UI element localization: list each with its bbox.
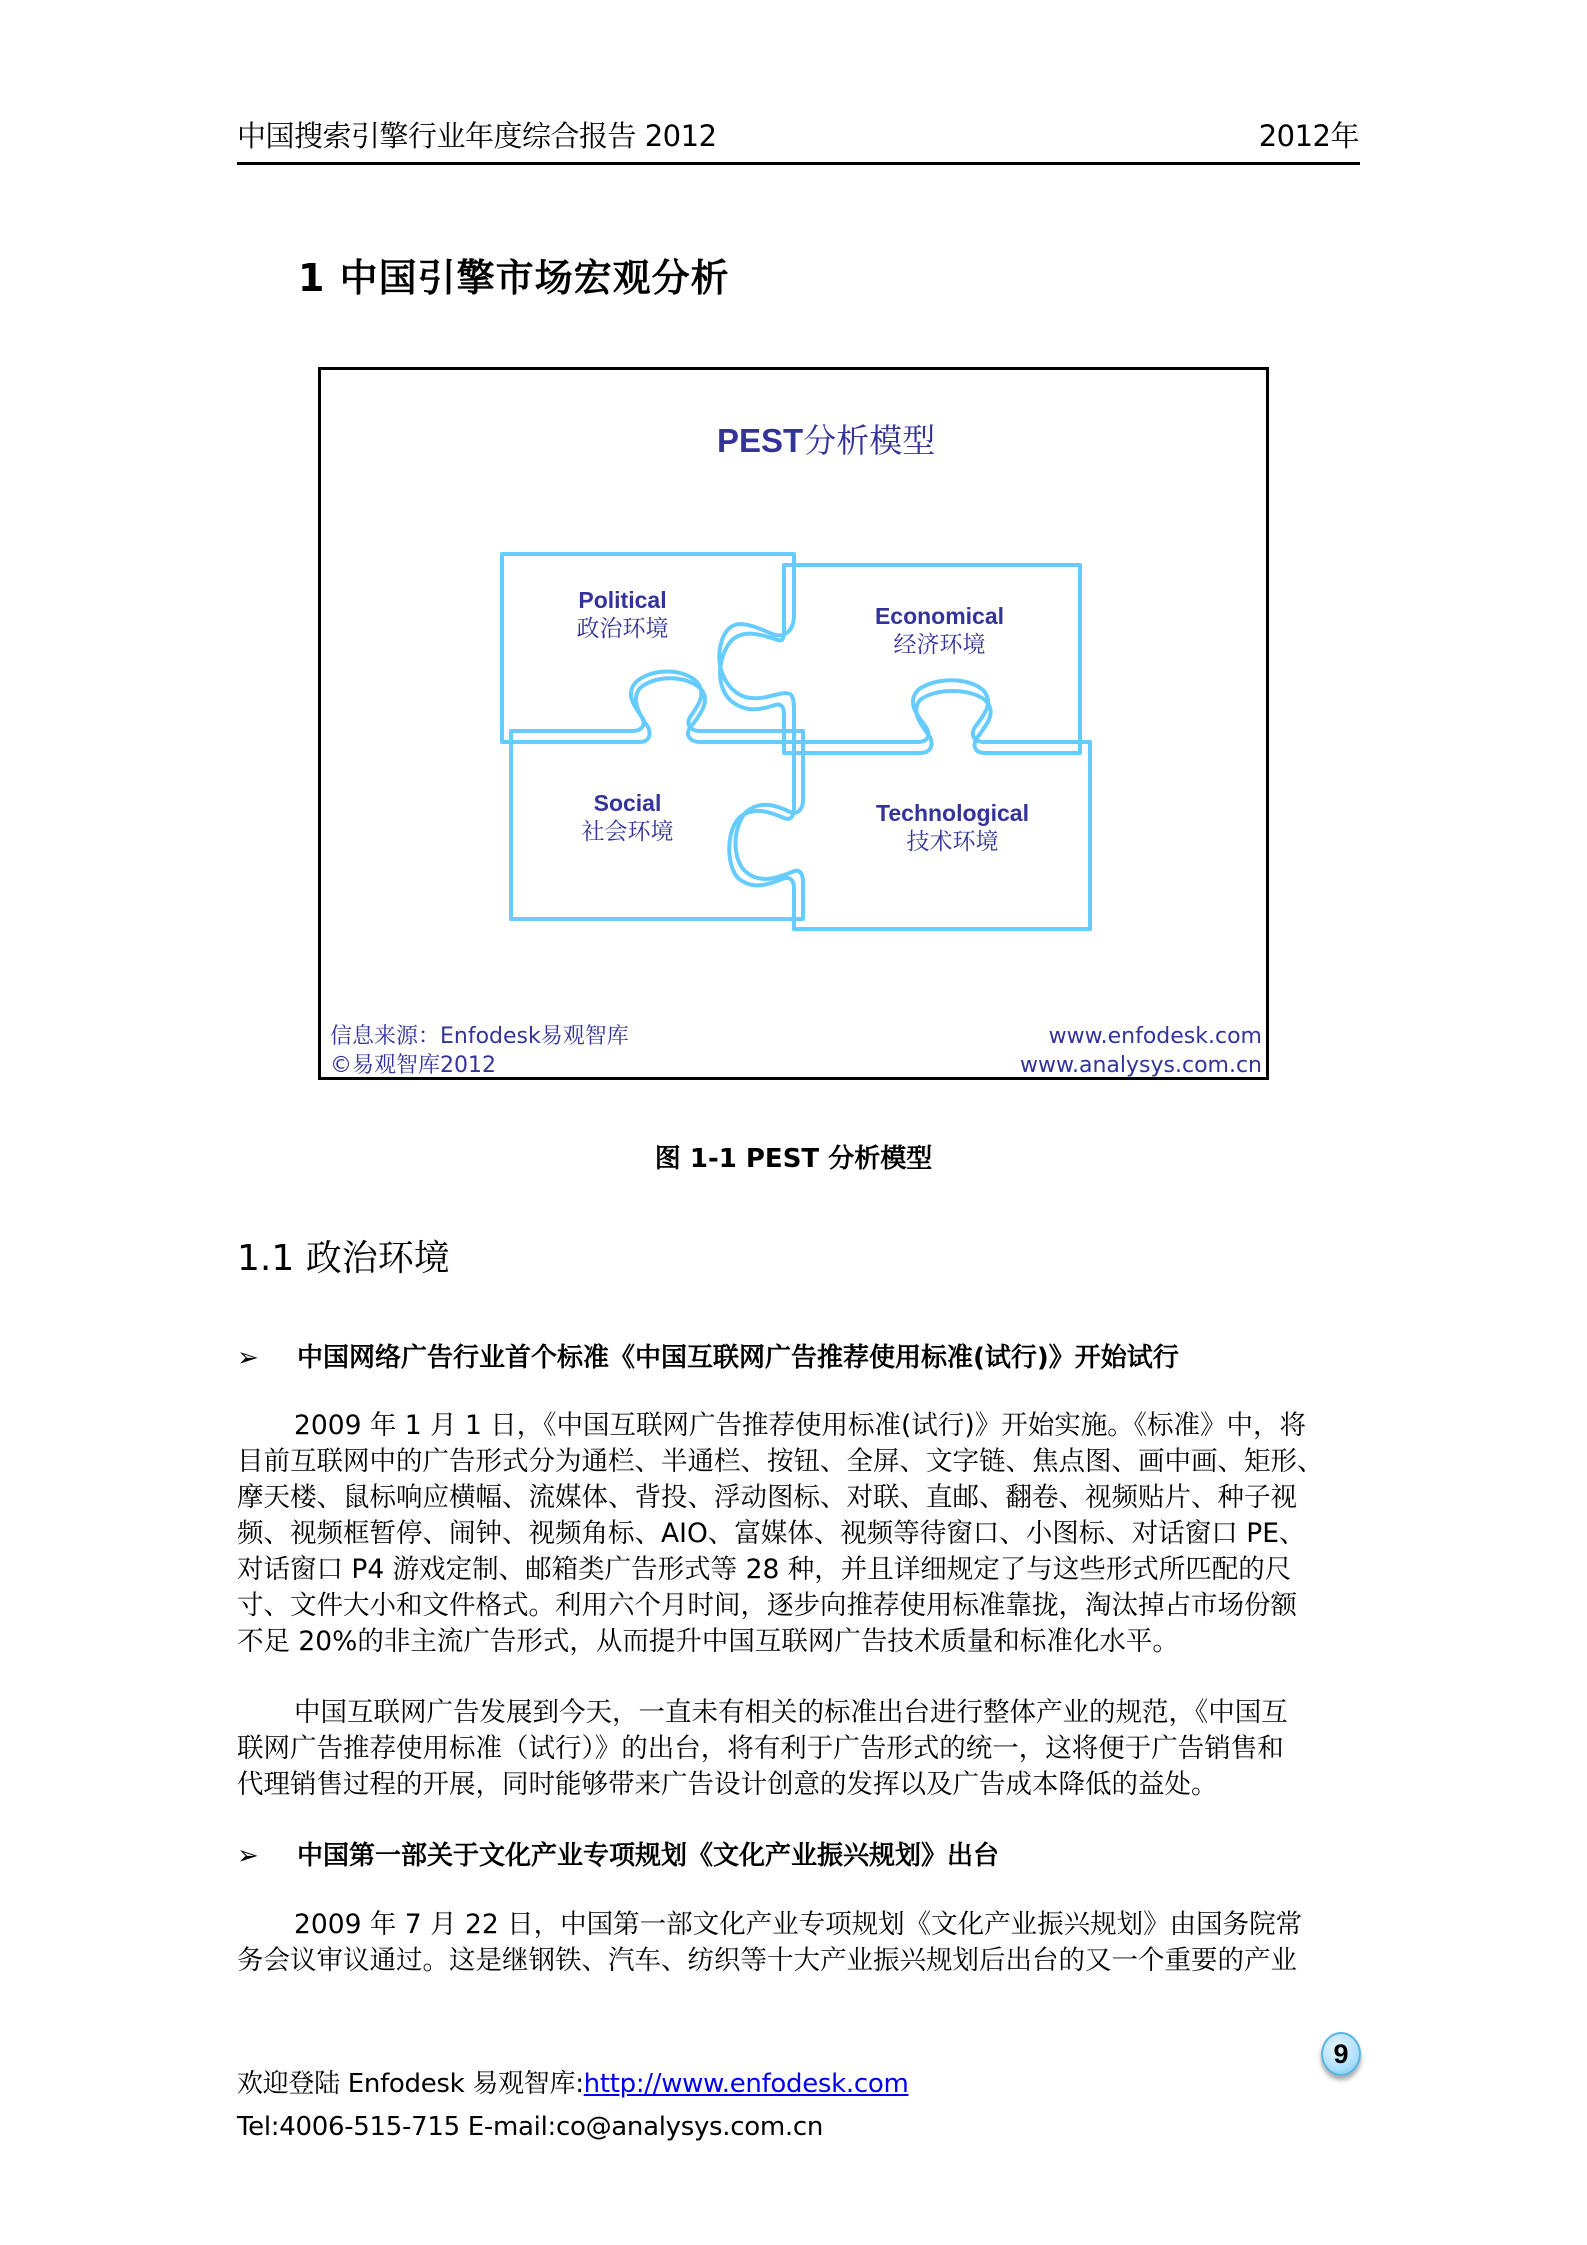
economical-label [862, 602, 1017, 660]
economical-label-en: Economical [874, 603, 1005, 629]
political-piece-outline [502, 554, 794, 742]
report-year: 2012年 [1258, 119, 1359, 153]
paragraph-ad-standard [237, 1408, 1360, 1660]
figure-title-en: PEST [717, 422, 804, 459]
bullet-text: 中国第一部关于文化产业专项规划《文化产业振兴规划》出台 [297, 1841, 1000, 1871]
footer-contact: Tel:4006-515-715 E-mail:co@analysys.com.cn [237, 2112, 824, 2142]
source-line: 信息来源：Enfodesk易观智库 [330, 1024, 629, 1049]
report-title: 中国搜索引擎行业年度综合报告 2012 [237, 119, 717, 153]
technological-label-en: Technological [876, 800, 1029, 826]
section-heading-1: 1 中国引擎市场宏观分析 [298, 256, 730, 300]
figure-urls [1020, 1022, 1262, 1080]
para-line: 对话窗口 P4 游戏定制、邮箱类广告形式等 28 种，并且详细规定了与这些形式所匹配的尺 [237, 1554, 1292, 1585]
page-number-badge: 9 [1321, 2032, 1361, 2076]
pest-puzzle-diagram [0, 0, 1587, 1100]
para-line: 2009 年 1 月 1 日，《中国互联网广告推荐使用标准(试行)》开始实施。《标准》中，将 [294, 1410, 1306, 1441]
political-label [540, 586, 705, 644]
bullet-text: 中国网络广告行业首个标准《中国互联网广告推荐使用标准(试行)》开始试行 [297, 1343, 1179, 1373]
paragraph-ad-standard-impact [237, 1695, 1360, 1803]
welcome-text: 欢迎登陆 Enfodesk 易观智库: [237, 2069, 584, 2099]
arrow-bullet-icon: ➢ [237, 1343, 259, 1373]
bullet-heading-culture-plan [237, 1838, 999, 1874]
para-line: 目前互联网中的广告形式分为通栏、半通栏、按钮、全屏、文字链、焦点图、画中画、矩形、 [237, 1446, 1324, 1477]
political-label-en: Political [578, 587, 667, 613]
para-line: 联网广告推荐使用标准（试行）》的出台，将有利于广告形式的统一，这将便于广告销售和 [237, 1733, 1284, 1764]
social-label [555, 789, 700, 847]
para-line: 摩天楼、鼠标响应横幅、流媒体、背投、浮动图标、对联、直邮、翻卷、视频贴片、种子视 [237, 1482, 1297, 1513]
para-line: 代理销售过程的开展，同时能够带来广告设计创意的发挥以及广告成本降低的益处。 [237, 1769, 1218, 1800]
copyright-line: ©易观智库2012 [330, 1053, 496, 1078]
footer-welcome [237, 2067, 909, 2101]
technological-label-zh: 技术环境 [906, 829, 999, 855]
social-label-zh: 社会环境 [581, 819, 674, 845]
para-line: 中国互联网广告发展到今天，一直未有相关的标准出台进行整体产业的规范，《中国互 [294, 1697, 1288, 1728]
figure-caption: 图 1-1 PEST 分析模型 [654, 1144, 933, 1174]
political-label-zh: 政治环境 [576, 616, 669, 642]
arrow-bullet-icon: ➢ [237, 1841, 259, 1871]
economical-label-zh: 经济环境 [893, 632, 986, 658]
enfodesk-url: www.enfodesk.com [1048, 1024, 1262, 1049]
technological-label [860, 799, 1045, 857]
para-line: 务会议审议通过。这是继钢铁、汽车、纺织等十大产业振兴规划后出台的又一个重要的产业 [237, 1945, 1297, 1976]
analysys-url: www.analysys.com.cn [1020, 1053, 1262, 1078]
bullet-heading-ad-standard [237, 1340, 1179, 1376]
para-line: 不足 20%的非主流广告形式，从而提升中国互联网广告技术质量和标准化水平。 [237, 1626, 1179, 1657]
paragraph-culture-plan [237, 1907, 1360, 1979]
para-line: 寸、文件大小和文件格式。利用六个月时间，逐步向推荐使用标准靠拢，淘汰掉占市场份额 [237, 1590, 1297, 1621]
enfodesk-link[interactable]: http://www.enfodesk.com [583, 2069, 909, 2099]
para-line: 频、视频框暂停、闹钟、视频角标、AIO、富媒体、视频等待窗口、小图标、对话窗口 PE、 [237, 1518, 1306, 1549]
figure-source [330, 1022, 629, 1080]
para-line: 2009 年 7 月 22 日，中国第一部文化产业专项规划《文化产业振兴规划》由国务院常 [294, 1909, 1303, 1940]
section-heading-1-1: 1.1 政治环境 [237, 1238, 450, 1279]
figure-title-zh: 分析模型 [803, 421, 936, 460]
social-label-en: Social [593, 790, 662, 816]
